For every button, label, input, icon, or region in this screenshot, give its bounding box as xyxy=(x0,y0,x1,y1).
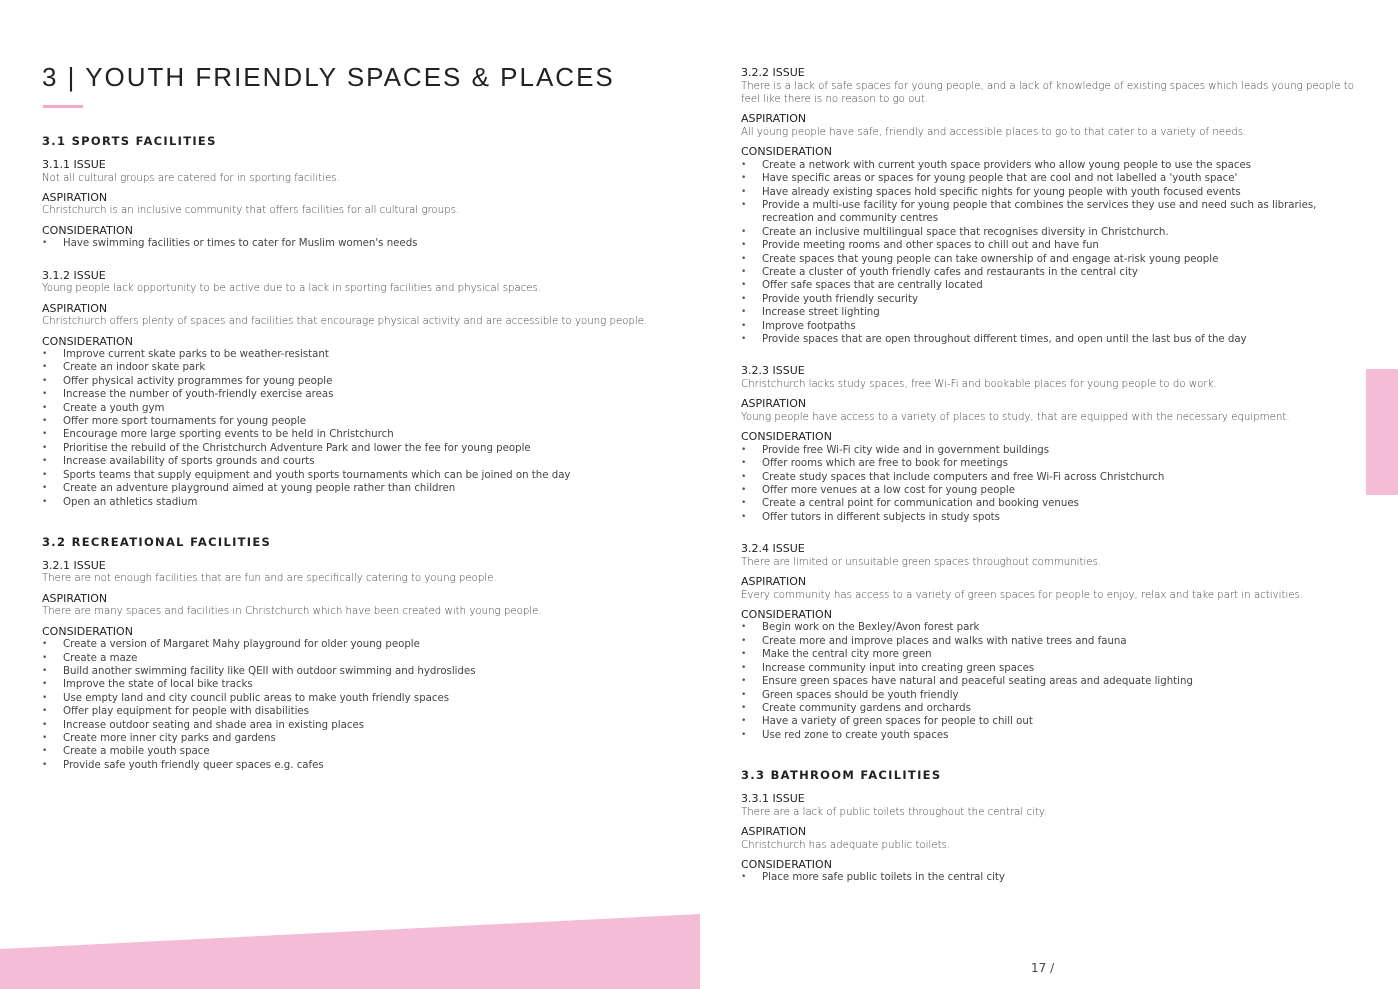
issue-text: There are limited or unsuitable green spaces throughout communities. xyxy=(741,556,1102,568)
issue-text: Christchurch lacks study spaces, free Wi-Fi and bookable places for young people to do work. xyxy=(741,378,1217,390)
consideration-label: CONSIDERATION xyxy=(741,857,832,871)
aspiration-label: ASPIRATION xyxy=(42,591,108,605)
issue-label: 3.2.4 ISSUE xyxy=(741,542,805,556)
issue-block-3-3-1 xyxy=(741,792,1361,885)
section-heading: 3.1 SPORTS FACILITIES xyxy=(42,134,217,148)
consideration-item: • Provide safe youth friendly queer spaces e.g. cafes xyxy=(42,759,682,772)
consideration-list xyxy=(741,871,1361,884)
right-column xyxy=(741,66,1361,885)
consideration-item: • Sports teams that supply equipment and youth sports tournaments which can be joined on the day xyxy=(42,469,682,482)
consideration-item: • Have a variety of green spaces for people to chill out xyxy=(741,715,1361,728)
consideration-item: • Build another swimming facility like QEII with outdoor swimming and hydroslides xyxy=(42,665,682,678)
section-tab-marker xyxy=(1366,369,1398,495)
consideration-item: • Offer play equipment for people with disabilities xyxy=(42,705,682,718)
issue-text: There are not enough facilities that are fun and are specifically catering to young people. xyxy=(42,573,497,585)
consideration-item: • Create an indoor skate park xyxy=(42,361,682,374)
issue-block-3-1-1 xyxy=(42,158,682,251)
consideration-item: • Ensure green spaces have natural and peaceful seating areas and adequate lighting xyxy=(741,675,1361,688)
consideration-label: CONSIDERATION xyxy=(42,624,133,638)
consideration-item: • Create a version of Margaret Mahy playground for older young people xyxy=(42,638,682,651)
issue-text: There are a lack of public toilets throughout the central city. xyxy=(741,806,1047,818)
left-column xyxy=(42,134,682,772)
aspiration-text: Christchurch has adequate public toilets. xyxy=(741,839,951,851)
consideration-item: • Use red zone to create youth spaces xyxy=(741,729,1361,742)
aspiration-text: Every community has access to a variety of green spaces for people to enjoy, relax and take part in activities. xyxy=(741,589,1304,601)
section-recreational-facilities xyxy=(42,535,682,772)
consideration-list xyxy=(741,159,1361,347)
aspiration-label: ASPIRATION xyxy=(42,190,108,204)
consideration-label: CONSIDERATION xyxy=(42,334,133,348)
issue-text: Not all cultural groups are catered for in sporting facilities. xyxy=(42,172,340,184)
consideration-item: • Create a maze xyxy=(42,652,682,665)
consideration-label: CONSIDERATION xyxy=(741,607,832,621)
consideration-item: • Improve footpaths xyxy=(741,320,1361,333)
consideration-item: • Provide a multi-use facility for young people that combines the services they use and need such as libraries, recreation and community centres xyxy=(741,199,1361,226)
consideration-item: • Open an athletics stadium xyxy=(42,496,682,509)
aspiration-text: Christchurch offers plenty of spaces and facilities that encourage physical activity and are accessible to young people. xyxy=(42,316,648,328)
section-bathroom-facilities xyxy=(741,768,1361,885)
issue-label: 3.2.1 ISSUE xyxy=(42,558,106,572)
consideration-item: • Create more inner city parks and gardens xyxy=(42,732,682,745)
consideration-label: CONSIDERATION xyxy=(741,430,832,444)
consideration-item: • Green spaces should be youth friendly xyxy=(741,689,1361,702)
consideration-item: • Encourage more large sporting events to be held in Christchurch xyxy=(42,428,682,441)
consideration-item: • Create a central point for communication and booking venues xyxy=(741,497,1361,510)
aspiration-label: ASPIRATION xyxy=(741,397,807,411)
consideration-item: • Create community gardens and orchards xyxy=(741,702,1361,715)
consideration-item: • Create study spaces that include computers and free Wi-Fi across Christchurch xyxy=(741,471,1361,484)
aspiration-text: All young people have safe, friendly and accessible places to go to that cater to a variety of needs. xyxy=(741,126,1247,138)
issue-label: 3.3.1 ISSUE xyxy=(741,792,805,806)
issue-text: Young people lack opportunity to be active due to a lack in sporting facilities and physical spaces. xyxy=(42,283,542,295)
aspiration-label: ASPIRATION xyxy=(42,301,108,315)
consideration-list xyxy=(42,348,682,509)
issue-block-3-2-4 xyxy=(741,542,1361,742)
consideration-item: • Provide free Wi-Fi city wide and in government buildings xyxy=(741,444,1361,457)
consideration-item: • Provide meeting rooms and other spaces to chill out and have fun xyxy=(741,239,1361,252)
consideration-item: • Have specific areas or spaces for young people that are cool and not labelled a 'youth space' xyxy=(741,172,1361,185)
consideration-item: • Create a cluster of youth friendly cafes and restaurants in the central city xyxy=(741,266,1361,279)
issue-block-3-2-1 xyxy=(42,559,682,772)
consideration-item: • Offer more sport tournaments for young people xyxy=(42,415,682,428)
consideration-item: • Use empty land and city council public areas to make youth friendly spaces xyxy=(42,692,682,705)
consideration-item: • Offer tutors in different subjects in study spots xyxy=(741,511,1361,524)
consideration-item: • Improve current skate parks to be weather-resistant xyxy=(42,348,682,361)
consideration-item: • Create a mobile youth space xyxy=(42,745,682,758)
consideration-item: • Offer more venues at a low cost for young people xyxy=(741,484,1361,497)
consideration-list xyxy=(42,237,682,250)
consideration-item: • Create an inclusive multilingual space that recognises diversity in Christchurch. xyxy=(741,226,1361,239)
consideration-item: • Increase street lighting xyxy=(741,306,1361,319)
consideration-item: • Begin work on the Bexley/Avon forest park xyxy=(741,621,1361,634)
section-sports-facilities xyxy=(42,134,682,509)
consideration-item: • Provide youth friendly security xyxy=(741,293,1361,306)
issue-block-3-1-2 xyxy=(42,269,682,509)
consideration-item: • Offer safe spaces that are centrally located xyxy=(741,279,1361,292)
issue-block-3-2-3 xyxy=(741,364,1361,524)
consideration-item: • Create an adventure playground aimed at young people rather than children xyxy=(42,482,682,495)
aspiration-text: There are many spaces and facilities in Christchurch which have been created with young people. xyxy=(42,606,542,618)
consideration-item: • Increase community input into creating green spaces xyxy=(741,662,1361,675)
issue-label: 3.2.2 ISSUE xyxy=(741,66,805,79)
consideration-list xyxy=(42,638,682,772)
consideration-item: • Prioritise the rebuild of the Christchurch Adventure Park and lower the fee for young people xyxy=(42,442,682,455)
consideration-item: • Increase the number of youth-friendly exercise areas xyxy=(42,388,682,401)
consideration-item: • Create a youth gym xyxy=(42,402,682,415)
decorative-pink-band xyxy=(0,914,700,989)
issue-text: There is a lack of safe spaces for young people, and a lack of knowledge of existing spaces which leads young people to feel like there is no reason to go out. xyxy=(741,80,1355,105)
consideration-item: • Have swimming facilities or times to cater for Muslim women's needs xyxy=(42,237,682,250)
consideration-item: • Improve the state of local bike tracks xyxy=(42,678,682,691)
issue-label: 3.1.2 ISSUE xyxy=(42,268,106,282)
section-heading: 3.3 BATHROOM FACILITIES xyxy=(741,768,942,783)
consideration-item: • Increase outdoor seating and shade area in existing places xyxy=(42,719,682,732)
consideration-item: • Offer rooms which are free to book for meetings xyxy=(741,457,1361,470)
consideration-item: • Create spaces that young people can take ownership of and engage at-risk young people xyxy=(741,253,1361,266)
aspiration-label: ASPIRATION xyxy=(741,112,807,126)
consideration-item: • Make the central city more green xyxy=(741,648,1361,661)
consideration-item: • Place more safe public toilets in the central city xyxy=(741,871,1361,884)
aspiration-label: ASPIRATION xyxy=(741,575,807,589)
consideration-item: • Have already existing spaces hold specific nights for young people with youth focused events xyxy=(741,186,1361,199)
consideration-label: CONSIDERATION xyxy=(42,223,133,237)
page-title: 3 | YOUTH FRIENDLY SPACES & PLACES xyxy=(42,62,615,92)
aspiration-text: Young people have access to a variety of places to study, that are equipped with the necessary equipment. xyxy=(741,411,1290,423)
issue-label: 3.2.3 ISSUE xyxy=(741,364,805,378)
consideration-item: • Offer physical activity programmes for young people xyxy=(42,375,682,388)
issue-label: 3.1.1 ISSUE xyxy=(42,158,106,171)
consideration-item: • Increase availability of sports grounds and courts xyxy=(42,455,682,468)
title-underline xyxy=(43,105,83,108)
consideration-list xyxy=(741,444,1361,524)
consideration-label: CONSIDERATION xyxy=(741,145,832,159)
consideration-item: • Create a network with current youth space providers who allow young people to use the spaces xyxy=(741,159,1361,172)
consideration-list xyxy=(741,621,1361,742)
issue-block-3-2-2 xyxy=(741,66,1361,346)
consideration-item: • Provide spaces that are open throughout different times, and open until the last bus of the day xyxy=(741,333,1361,346)
section-heading: 3.2 RECREATIONAL FACILITIES xyxy=(42,534,272,549)
aspiration-text: Christchurch is an inclusive community that offers facilities for all cultural groups. xyxy=(42,205,460,217)
consideration-item: • Create more and improve places and walks with native trees and fauna xyxy=(741,635,1361,648)
page-number: 17 / xyxy=(1031,961,1055,975)
aspiration-label: ASPIRATION xyxy=(741,825,807,839)
